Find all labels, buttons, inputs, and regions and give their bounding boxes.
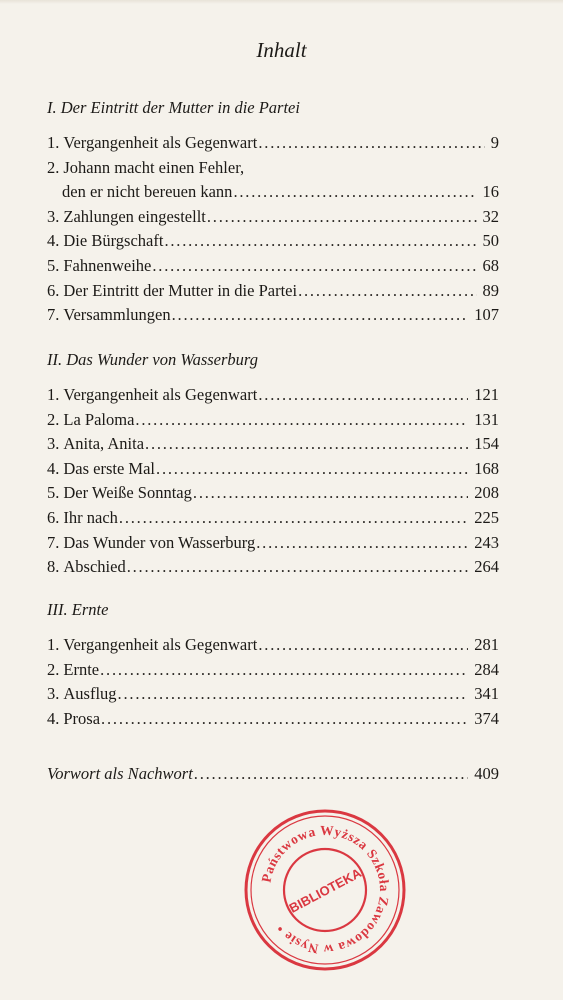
dot-leader xyxy=(172,303,469,328)
toc-entry xyxy=(47,279,499,304)
dot-leader xyxy=(194,762,468,787)
toc-section-2 xyxy=(47,383,499,580)
stamp-center-text: BIBLIOTEKA xyxy=(286,865,364,916)
entry-page: 131 xyxy=(474,409,499,429)
entry-title: Ausflug xyxy=(63,684,117,704)
entry-title: Versammlungen xyxy=(63,305,171,325)
toc-section-1 xyxy=(47,131,499,328)
entry-title: Zahlungen eingestellt xyxy=(63,206,206,226)
dot-leader xyxy=(256,531,468,556)
toc-entry xyxy=(47,131,499,156)
entry-number: 7. xyxy=(47,532,60,552)
section-heading-1: I. Der Eintritt der Mutter in die Partei xyxy=(47,98,300,117)
entry-page: 225 xyxy=(474,507,499,527)
entry-title: Vergangenheit als Gegenwart xyxy=(63,385,258,404)
toc-section-3 xyxy=(47,633,499,731)
entry-page: 9 xyxy=(490,133,499,152)
entry-number: 3. xyxy=(47,206,60,226)
toc-entry xyxy=(47,633,499,658)
entry-number: 1. xyxy=(47,635,60,654)
entry-title: Fahnenweihe xyxy=(63,255,152,275)
toc-entry xyxy=(47,555,499,580)
entry-title: Die Bürgschaft xyxy=(63,231,164,251)
toc-entry xyxy=(47,432,499,457)
section-heading-2: II. Das Wunder von Wasserburg xyxy=(47,350,258,369)
toc-entry xyxy=(47,658,499,683)
entry-page: 284 xyxy=(474,659,499,679)
library-stamp xyxy=(242,807,408,973)
dot-leader xyxy=(207,205,477,230)
toc-entry xyxy=(47,303,499,328)
entry-number: 4. xyxy=(47,458,60,478)
entry-title: Johann macht einen Fehler, xyxy=(63,157,245,177)
section-heading-3: III. Ernte xyxy=(47,600,109,619)
entry-title: Anita, Anita xyxy=(63,434,145,454)
dot-leader xyxy=(258,383,468,408)
dot-leader xyxy=(119,506,468,531)
dot-leader xyxy=(233,180,476,205)
entry-page: 341 xyxy=(474,684,499,704)
entry-title: Ernte xyxy=(63,659,100,679)
dot-leader xyxy=(164,229,476,254)
dot-leader xyxy=(145,432,468,457)
entry-title: Prosa xyxy=(63,708,101,728)
dot-leader xyxy=(258,131,484,156)
dot-leader xyxy=(118,682,469,707)
toc-entry-continuation xyxy=(47,180,499,205)
toc-entry xyxy=(47,383,499,408)
entry-number: 2. xyxy=(47,157,60,177)
entry-number: 6. xyxy=(47,280,60,300)
toc-afterword xyxy=(47,762,499,787)
dot-leader xyxy=(193,481,468,506)
entry-page: 168 xyxy=(474,458,499,478)
toc-entry xyxy=(47,457,499,482)
entry-page: 16 xyxy=(482,182,499,202)
toc-entry xyxy=(47,481,499,506)
entry-page: 50 xyxy=(482,231,499,251)
entry-number: 1. xyxy=(47,385,60,404)
page-title: Inhalt xyxy=(256,38,307,62)
entry-title: Der Weiße Sonntag xyxy=(63,483,192,503)
dot-leader xyxy=(127,555,469,580)
entry-page: 68 xyxy=(482,255,499,275)
entry-page: 32 xyxy=(482,206,499,226)
dot-leader xyxy=(258,633,468,658)
entry-title: Vergangenheit als Gegenwart xyxy=(63,635,258,654)
entry-page: 281 xyxy=(474,635,499,654)
toc-entry xyxy=(47,707,499,732)
toc-entry xyxy=(47,531,499,556)
entry-page: 374 xyxy=(474,708,499,728)
entry-page: 264 xyxy=(474,557,499,577)
toc-entry xyxy=(47,254,499,279)
entry-number: 3. xyxy=(47,434,60,454)
entry-page: 154 xyxy=(474,434,499,454)
entry-number: 7. xyxy=(47,305,60,325)
entry-page: 409 xyxy=(474,764,499,783)
dot-leader xyxy=(298,279,476,304)
entry-title: Das erste Mal xyxy=(63,458,156,478)
entry-title: Vorwort als Nachwort xyxy=(47,764,193,783)
entry-title: Abschied xyxy=(63,557,126,577)
dot-leader xyxy=(135,408,468,433)
entry-number: 5. xyxy=(47,483,60,503)
entry-title-continuation: den er nicht bereuen kann xyxy=(62,182,233,202)
toc-entry xyxy=(47,408,499,433)
entry-number: 3. xyxy=(47,684,60,704)
toc-entry-afterword xyxy=(47,762,499,787)
entry-number: 2. xyxy=(47,659,60,679)
entry-number: 6. xyxy=(47,507,60,527)
entry-number: 4. xyxy=(47,708,60,728)
entry-page: 121 xyxy=(474,385,499,404)
dot-leader xyxy=(101,707,468,732)
dot-leader xyxy=(156,457,468,482)
entry-number: 5. xyxy=(47,255,60,275)
toc-entry xyxy=(47,205,499,230)
toc-entry xyxy=(47,229,499,254)
toc-entry xyxy=(47,506,499,531)
page-edge xyxy=(0,0,563,4)
entry-page: 208 xyxy=(474,483,499,503)
entry-title: Der Eintritt der Mutter in die Partei xyxy=(63,280,298,300)
entry-number: 2. xyxy=(47,409,60,429)
entry-number: 1. xyxy=(47,133,60,152)
dot-leader xyxy=(152,254,476,279)
toc-entry xyxy=(47,682,499,707)
entry-number: 8. xyxy=(47,557,60,577)
entry-title: Ihr nach xyxy=(63,507,118,527)
toc-entry xyxy=(47,156,499,181)
entry-page: 89 xyxy=(482,280,499,300)
entry-title: La Paloma xyxy=(63,409,135,429)
entry-page: 243 xyxy=(474,532,499,552)
entry-number: 4. xyxy=(47,231,60,251)
dot-leader xyxy=(100,658,468,683)
stamp-ring-text: Państwowa Wyższa Szkoła Zawodowa w Nysie • xyxy=(258,822,393,958)
entry-title: Vergangenheit als Gegenwart xyxy=(63,133,258,152)
entry-title: Das Wunder von Wasserburg xyxy=(63,532,256,552)
entry-page: 107 xyxy=(474,305,499,325)
